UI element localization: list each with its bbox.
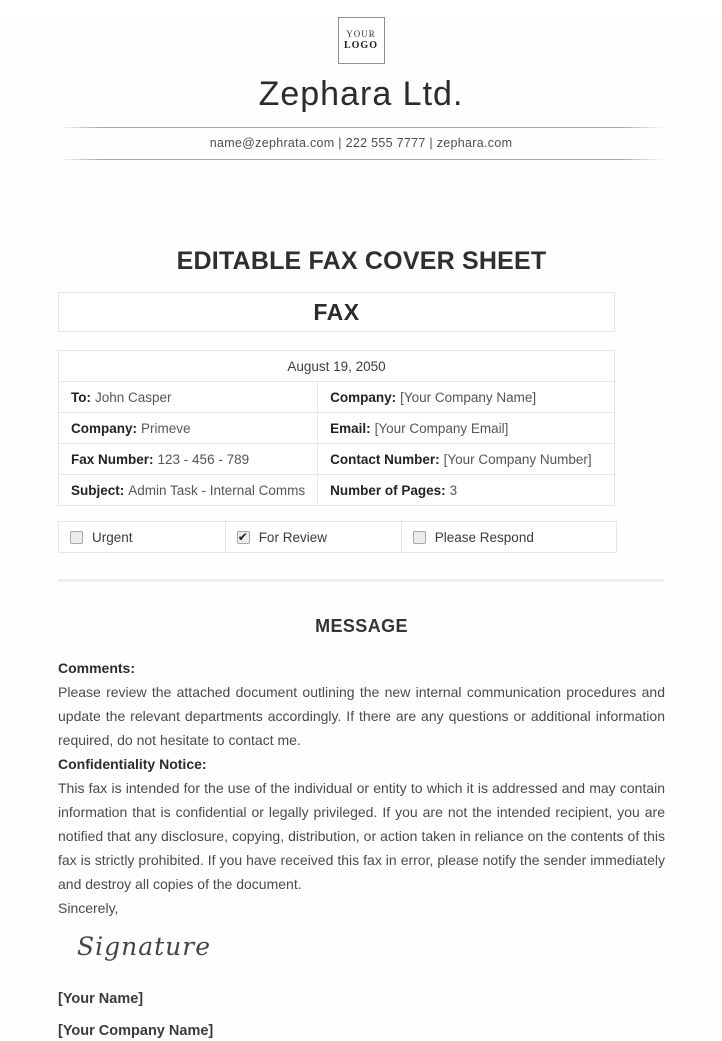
email-label: Email: [330, 420, 371, 436]
checkbox-option-for-review[interactable] [226, 521, 402, 553]
company-value: [Your Company Name] [400, 389, 537, 405]
check-icon: ✔ [237, 529, 248, 544]
checkbox-label: Please Respond [434, 529, 534, 545]
subject-label: Subject: [71, 482, 125, 498]
page-header [0, 17, 722, 160]
logo-text-line1: YOUR [346, 29, 376, 39]
to-value: John Casper [95, 389, 172, 405]
fax-details-table [58, 350, 615, 506]
fax-number-value: 123 - 456 - 789 [157, 451, 250, 467]
header-divider-bottom [58, 159, 664, 160]
confidentiality-text: This fax is intended for the use of the individual or entity to which it is addressed and may contain information that is confidential or legally privileged. If you are not the intended recipient, you are notified that any disclosure, copying, distribution, or action taken in reliance on the contents of this fax is strictly prohibited. If you have received this fax in error, please notify the sender immediately and destroy all copies of the document. [58, 780, 665, 892]
message-heading: MESSAGE [315, 616, 408, 636]
checkbox-label: For Review [258, 529, 327, 545]
urgent-checkbox[interactable] [70, 531, 83, 544]
contact-number-value: [Your Company Number] [443, 451, 592, 467]
to-label: To: [71, 389, 91, 405]
date-value: August 19, 2050 [59, 351, 615, 382]
page-title: EDITABLE FAX COVER SHEET [176, 247, 547, 275]
fax-form [58, 292, 615, 553]
contact-info: name@zephrata.com | 222 555 7777 | zephara.com [209, 136, 513, 150]
company-logo [338, 17, 385, 64]
email-value: [Your Company Email] [374, 420, 509, 436]
comments-text: Please review the attached document outlining the new internal communication procedures and update the relevant departments accordingly. If there are any questions or additional information required, do not hesitate to contact me. [58, 684, 665, 748]
fax-banner: FAX [58, 292, 615, 332]
subject-value: Admin Task - Internal Comms [128, 482, 306, 498]
fax-cover-sheet-page [0, 17, 722, 1041]
table-row-date [59, 351, 615, 382]
confidentiality-label: Confidentiality Notice: [58, 756, 207, 772]
sender-name-placeholder: [Your Name] [58, 991, 144, 1007]
table-row [59, 444, 615, 475]
pages-label: Number of Pages: [330, 482, 446, 498]
logo-text-line2: LOGO [343, 40, 378, 51]
content-column [0, 247, 722, 1039]
message-section-divider [58, 579, 665, 582]
table-row [59, 475, 615, 506]
sender-company-placeholder: [Your Company Name] [58, 1023, 214, 1039]
closing-text: Sincerely, [58, 900, 119, 916]
company-name: Zephara Ltd. [258, 75, 464, 113]
checkbox-option-urgent[interactable] [58, 521, 226, 553]
signature-script: Signature [77, 932, 212, 961]
checkbox-label: Urgent [92, 529, 133, 545]
fax-number-label: Fax Number: [71, 451, 154, 467]
comments-label: Comments: [58, 660, 136, 676]
pages-value: 3 [449, 482, 458, 498]
contact-number-label: Contact Number: [330, 451, 440, 467]
checkbox-option-please-respond[interactable] [402, 521, 617, 553]
sender-company-label: Company: [71, 420, 138, 436]
sender-company-value: Primeve [141, 420, 191, 436]
please-respond-checkbox[interactable] [413, 531, 426, 544]
table-row [59, 413, 615, 444]
table-row [59, 382, 615, 413]
company-label: Company: [330, 389, 397, 405]
checkbox-row [58, 521, 617, 553]
for-review-checkbox[interactable] [237, 531, 250, 544]
